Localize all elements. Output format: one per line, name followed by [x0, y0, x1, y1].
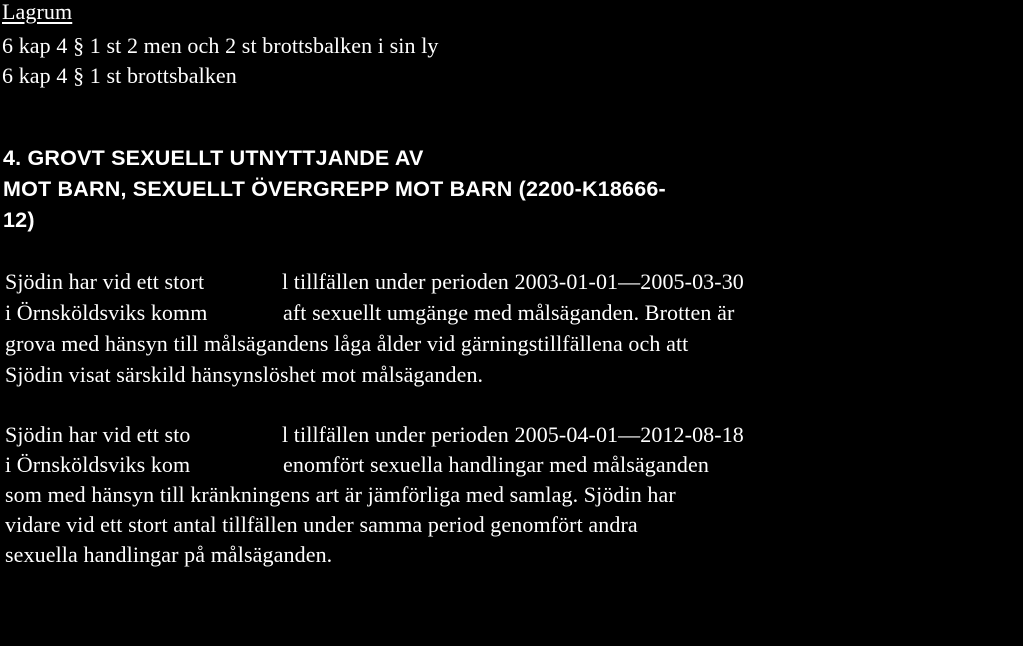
paragraph2-line1-left: Sjödin har vid ett sto	[5, 422, 191, 447]
paragraph1-line1-right: l tillfällen under perioden 2003-01-01—2005-03-30	[282, 269, 744, 294]
paragraph2-line4: vidare vid ett stort antal tillfällen under samma period genomfört andra	[5, 512, 638, 537]
section-title-line-3: 12)	[3, 208, 35, 232]
lagrum-line-2: 6 kap 4 § 1 st brottsbalken	[2, 63, 237, 88]
paragraph1-line3: grova med hänsyn till målsägandens låga ålder vid gärningstillfällena och att	[5, 331, 689, 356]
paragraph2-line3: som med hänsyn till kränkningens art är jämförliga med samlag. Sjödin har	[5, 482, 676, 507]
lagrum-line-1: 6 kap 4 § 1 st 2 men och 2 st brottsbalken i sin ly	[2, 33, 439, 58]
paragraph1-line1-left: Sjödin har vid ett stort	[5, 269, 205, 294]
lagrum-heading: Lagrum	[2, 0, 73, 24]
paragraph2-line2-right: enomfört sexuella handlingar med målsäganden	[283, 452, 709, 477]
section-title-line-2: MOT BARN, SEXUELLT ÖVERGREPP MOT BARN (2200-K18666-	[3, 177, 666, 201]
paragraph1-line4: Sjödin visat särskild hänsynslöshet mot målsäganden.	[5, 362, 484, 387]
paragraph2-line2-left: i Örnsköldsviks kom	[5, 452, 191, 477]
section-title-line-1: 4. GROVT SEXUELLT UTNYTTJANDE AV	[3, 146, 424, 170]
paragraph1-line2-right: aft sexuellt umgänge med målsäganden. Brotten är	[283, 300, 735, 325]
paragraph2-line1-right: l tillfällen under perioden 2005-04-01—2012-08-18	[282, 422, 744, 447]
paragraph2-line5: sexuella handlingar på målsäganden.	[5, 542, 333, 567]
paragraph1-line2-left: i Örnsköldsviks komm	[5, 300, 208, 325]
